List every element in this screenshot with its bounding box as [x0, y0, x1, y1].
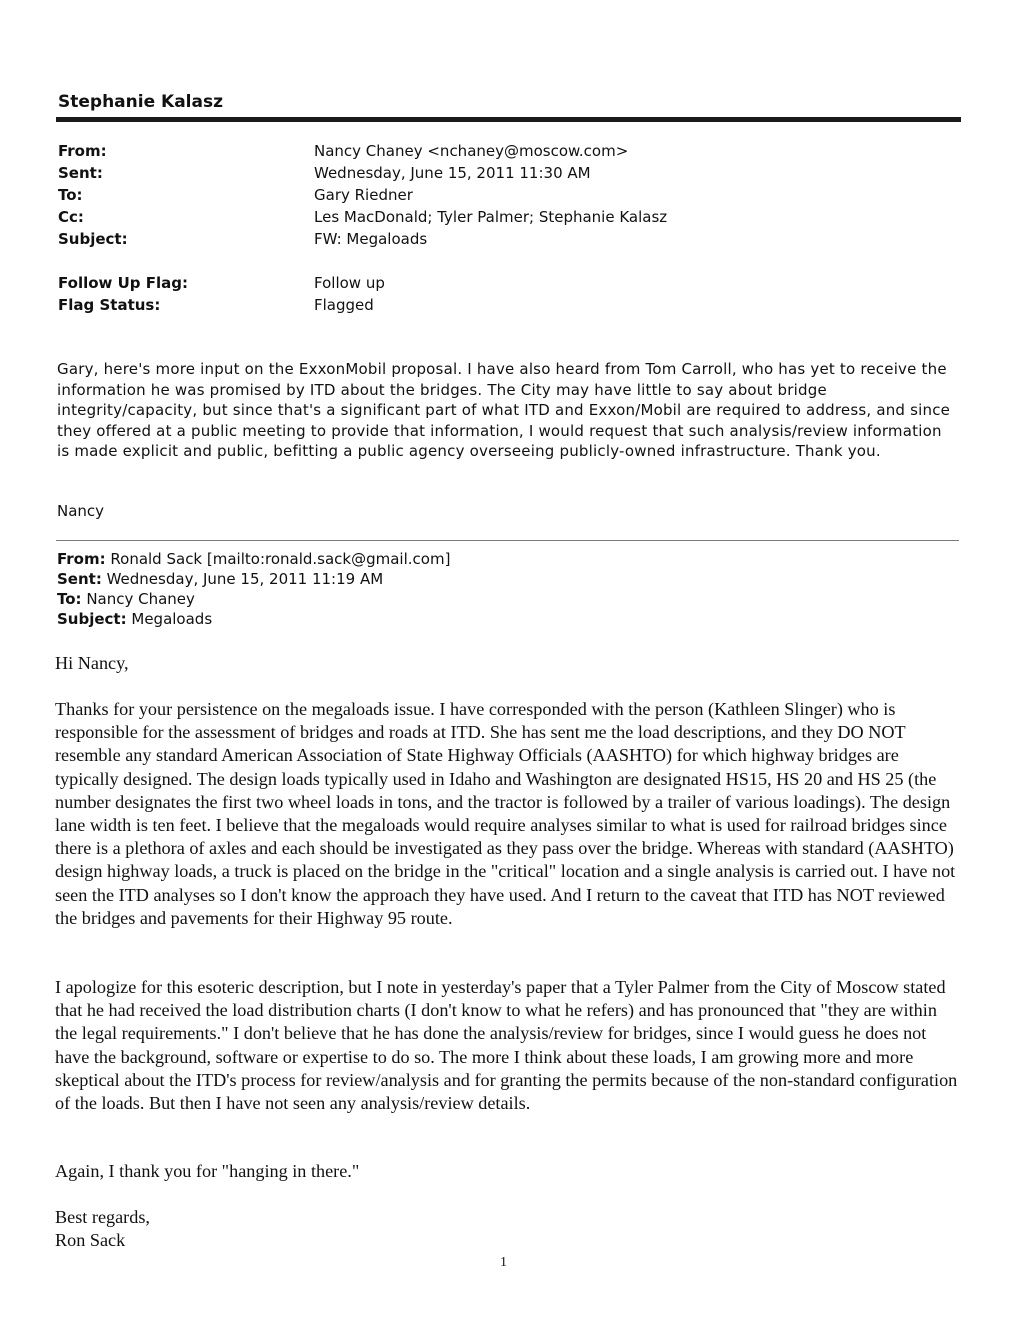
from-value: Nancy Chaney <nchaney@moscow.com>	[314, 142, 629, 160]
page-number: 1	[500, 1255, 507, 1270]
mailbox-owner-name: Stephanie Kalasz	[58, 92, 223, 112]
signature: Ron Sack	[55, 1230, 126, 1250]
forwarded-to-line	[57, 589, 195, 609]
body-paragraph-3: Again, I thank you for "hanging in there."	[55, 1161, 360, 1181]
message-body	[57, 359, 957, 462]
sent-label: Sent:	[58, 164, 103, 182]
forwarded-to-value: Nancy Chaney	[81, 590, 195, 608]
greeting: Hi Nancy,	[55, 653, 129, 673]
forwarded-subject-label: Subject:	[57, 610, 127, 628]
header-rule	[56, 117, 961, 122]
message-signoff: Nancy	[57, 502, 105, 520]
from-label: From:	[58, 142, 107, 160]
body-paragraph-1	[55, 698, 965, 930]
paragraph-text: I apologize for this esoteric description, but I note in yesterday's paper that a Tyler Palmer from the City of Moscow stated that he had received the load distribution charts (I don't know to what he refers) and has pronounced that "they are within the legal requirements." I don't believe that he has done the analysis/review for bridges, since I would guess he does not have the background, software or expertise to do so. The more I think about these loads, I am growing more and more skeptical about the ITD's process for review/analysis and for granting the permits because of the non-standard configuration of the loads. But then I have not seen any analysis/review details.	[55, 977, 958, 1114]
message-paragraph: Gary, here's more input on the ExxonMobil proposal. I have also heard from Tom Carroll, who has yet to receive the information he was promised by ITD about the bridges. The City may have little to say about bridge integrity/capacity, but since that's a significant part of what ITD and Exxon/Mobil are required to address, and since they offered at a public meeting to provide that information, I would request that such analysis/review information is made explicit and public, befitting a public agency overseeing publicly-owned infrastructure. Thank you.	[57, 360, 951, 460]
paragraph-text: Thanks for your persistence on the megaloads issue. I have corresponded with the person (Kathleen Slinger) who is responsible for the assessment of bridges and roads at ITD. She has sent me the load descriptions, and they DO NOT resemble any standard American Association of State Highway Officials (AASHTO) for which highway bridges are typically designed. The design loads typically used in Idaho and Washington are designated HS15, HS 20 and HS 25 (the number designates the first two wheel loads in tons, and the tractor is followed by a trailer of various loadings). The design lane width is ten feet. I believe that the megaloads would require analyses similar to what is used for railroad bridges since there is a plethora of axles and each should be investigated as they pass over the bridge. Whereas with standard (AASHTO) design highway loads, a truck is placed on the bridge in the "critical" location and a single analysis is carried out. I have not seen the ITD analyses so I don't know the approach they have used. And I return to the caveat that ITD has NOT reviewed the bridges and pavements for their Highway 95 route.	[55, 699, 956, 928]
to-value: Gary Riedner	[314, 186, 413, 204]
cc-label: Cc:	[58, 208, 84, 226]
follow-up-flag-value: Follow up	[314, 274, 385, 292]
forwarded-to-label: To:	[57, 590, 82, 608]
closing: Best regards,	[55, 1207, 150, 1227]
to-label: To:	[58, 186, 83, 204]
subject-value: FW: Megaloads	[314, 230, 428, 248]
forwarded-subject-line	[57, 609, 212, 629]
forwarded-from-line	[57, 549, 450, 569]
forwarded-from-value: Ronald Sack [mailto:ronald.sack@gmail.com]	[105, 550, 451, 568]
forwarded-sent-label: Sent:	[57, 570, 102, 588]
forwarded-from-label: From:	[57, 550, 106, 568]
sent-value: Wednesday, June 15, 2011 11:30 AM	[314, 164, 591, 182]
subject-label: Subject:	[58, 230, 128, 248]
forwarded-subject-value: Megaloads	[126, 610, 213, 628]
body-paragraph-2	[55, 976, 960, 1115]
forward-separator	[56, 540, 959, 541]
flag-status-label: Flag Status:	[58, 296, 161, 314]
cc-value: Les MacDonald; Tyler Palmer; Stephanie Kalasz	[314, 208, 668, 226]
flag-status-value: Flagged	[314, 296, 374, 314]
forwarded-sent-value: Wednesday, June 15, 2011 11:19 AM	[101, 570, 384, 588]
forwarded-sent-line	[57, 569, 383, 589]
follow-up-flag-label: Follow Up Flag:	[58, 274, 188, 292]
